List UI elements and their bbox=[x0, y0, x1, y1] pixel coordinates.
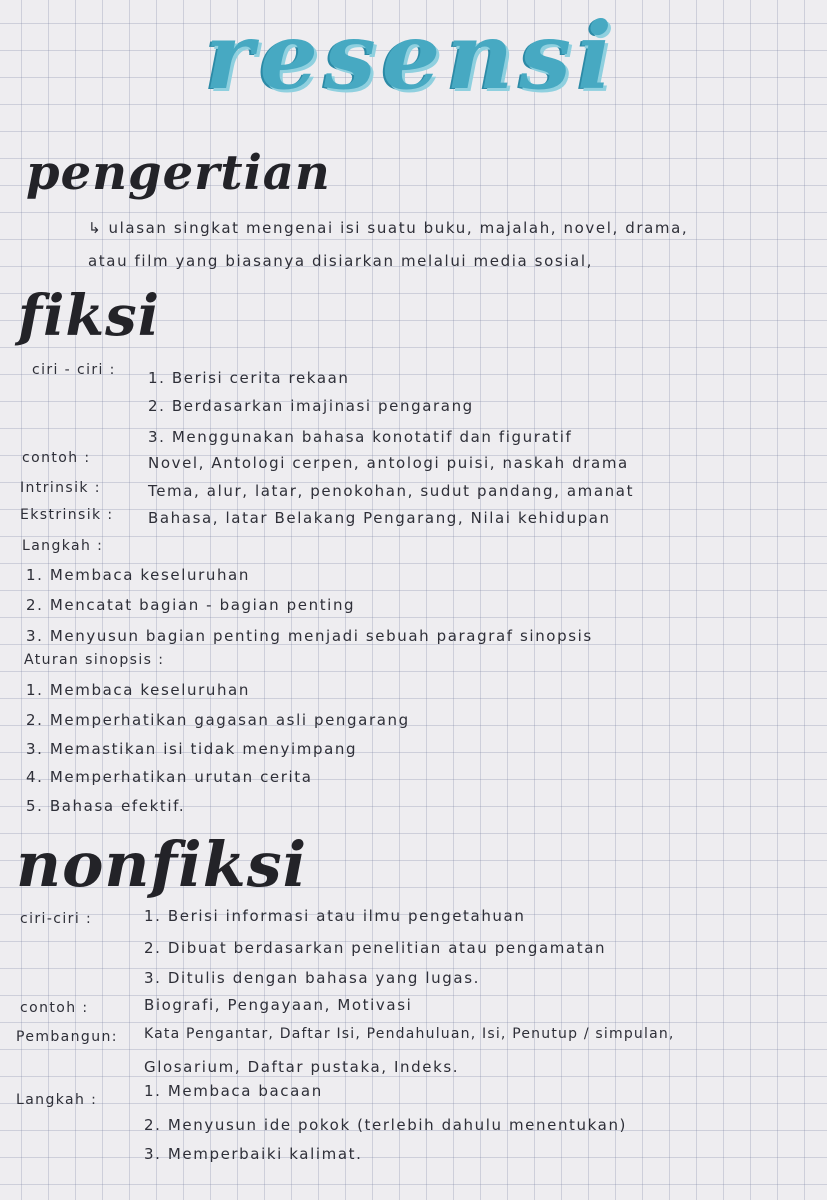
fiksi-ciri-item: 1. Berisi cerita rekaan bbox=[148, 369, 350, 387]
page-title: resensi bbox=[205, 2, 618, 110]
fiksi-ciri-item: 2. Berdasarkan imajinasi pengarang bbox=[148, 397, 474, 415]
heading-fiksi: fiksi bbox=[18, 283, 160, 349]
fiksi-aturan-item: 1. Membaca keseluruhan bbox=[26, 681, 250, 699]
fiksi-contoh-value: Novel, Antologi cerpen, antologi puisi, naskah drama bbox=[148, 454, 629, 472]
fiksi-langkah-item: 1. Membaca keseluruhan bbox=[26, 566, 250, 584]
fiksi-ciri-label: ciri - ciri : bbox=[32, 362, 116, 378]
nonfiksi-langkah-item: 1. Membaca bacaan bbox=[144, 1082, 323, 1100]
nonfiksi-contoh-value: Biografi, Pengayaan, Motivasi bbox=[144, 996, 413, 1014]
fiksi-langkah-item: 3. Menyusun bagian penting menjadi sebuah paragraf sinopsis bbox=[26, 627, 593, 645]
heading-pengertian: pengertian bbox=[26, 145, 331, 201]
nonfiksi-pembangun-label: Pembangun: bbox=[16, 1029, 118, 1045]
fiksi-intrinsik-label: Intrinsik : bbox=[20, 480, 101, 496]
nonfiksi-langkah-label: Langkah : bbox=[16, 1092, 98, 1108]
nonfiksi-langkah-item: 2. Menyusun ide pokok (terlebih dahulu menentukan) bbox=[144, 1116, 628, 1134]
fiksi-aturan-item: 4. Memperhatikan urutan cerita bbox=[26, 768, 313, 786]
fiksi-intrinsik-value: Tema, alur, latar, penokohan, sudut pandang, amanat bbox=[148, 482, 635, 500]
nonfiksi-langkah-item: 3. Memperbaiki kalimat. bbox=[144, 1145, 363, 1163]
pengertian-line-1: ↳ ulasan singkat mengenai isi suatu buku, majalah, novel, drama, bbox=[88, 219, 689, 237]
fiksi-aturan-item: 5. Bahasa efektif. bbox=[26, 797, 186, 815]
heading-nonfiksi: nonfiksi bbox=[16, 828, 308, 901]
nonfiksi-ciri-item: 3. Ditulis dengan bahasa yang lugas. bbox=[144, 969, 480, 987]
pengertian-line-2: atau film yang biasanya disiarkan melalui media sosial, bbox=[88, 252, 593, 270]
nonfiksi-ciri-item: 1. Berisi informasi atau ilmu pengetahuan bbox=[144, 907, 526, 925]
nonfiksi-contoh-label: contoh : bbox=[20, 1000, 89, 1016]
fiksi-aturan-item: 3. Memastikan isi tidak menyimpang bbox=[26, 740, 358, 758]
nonfiksi-ciri-item: 2. Dibuat berdasarkan penelitian atau pengamatan bbox=[144, 939, 607, 957]
nonfiksi-ciri-label: ciri-ciri : bbox=[20, 911, 93, 927]
fiksi-ciri-item: 3. Menggunakan bahasa konotatif dan figuratif bbox=[148, 428, 573, 446]
fiksi-langkah-label: Langkah : bbox=[22, 538, 104, 554]
nonfiksi-pembangun-line-1: Kata Pengantar, Daftar Isi, Pendahuluan, Isi, Penutup / simpulan, bbox=[144, 1026, 675, 1042]
fiksi-langkah-item: 2. Mencatat bagian - bagian penting bbox=[26, 596, 356, 614]
nonfiksi-pembangun-line-2: Glosarium, Daftar pustaka, Indeks. bbox=[144, 1058, 460, 1076]
fiksi-ekstrinsik-label: Ekstrinsik : bbox=[20, 507, 114, 523]
fiksi-ekstrinsik-value: Bahasa, latar Belakang Pengarang, Nilai kehidupan bbox=[148, 509, 611, 527]
fiksi-contoh-label: contoh : bbox=[22, 450, 91, 466]
fiksi-aturan-item: 2. Memperhatikan gagasan asli pengarang bbox=[26, 711, 410, 729]
fiksi-aturan-label: Aturan sinopsis : bbox=[24, 652, 165, 668]
